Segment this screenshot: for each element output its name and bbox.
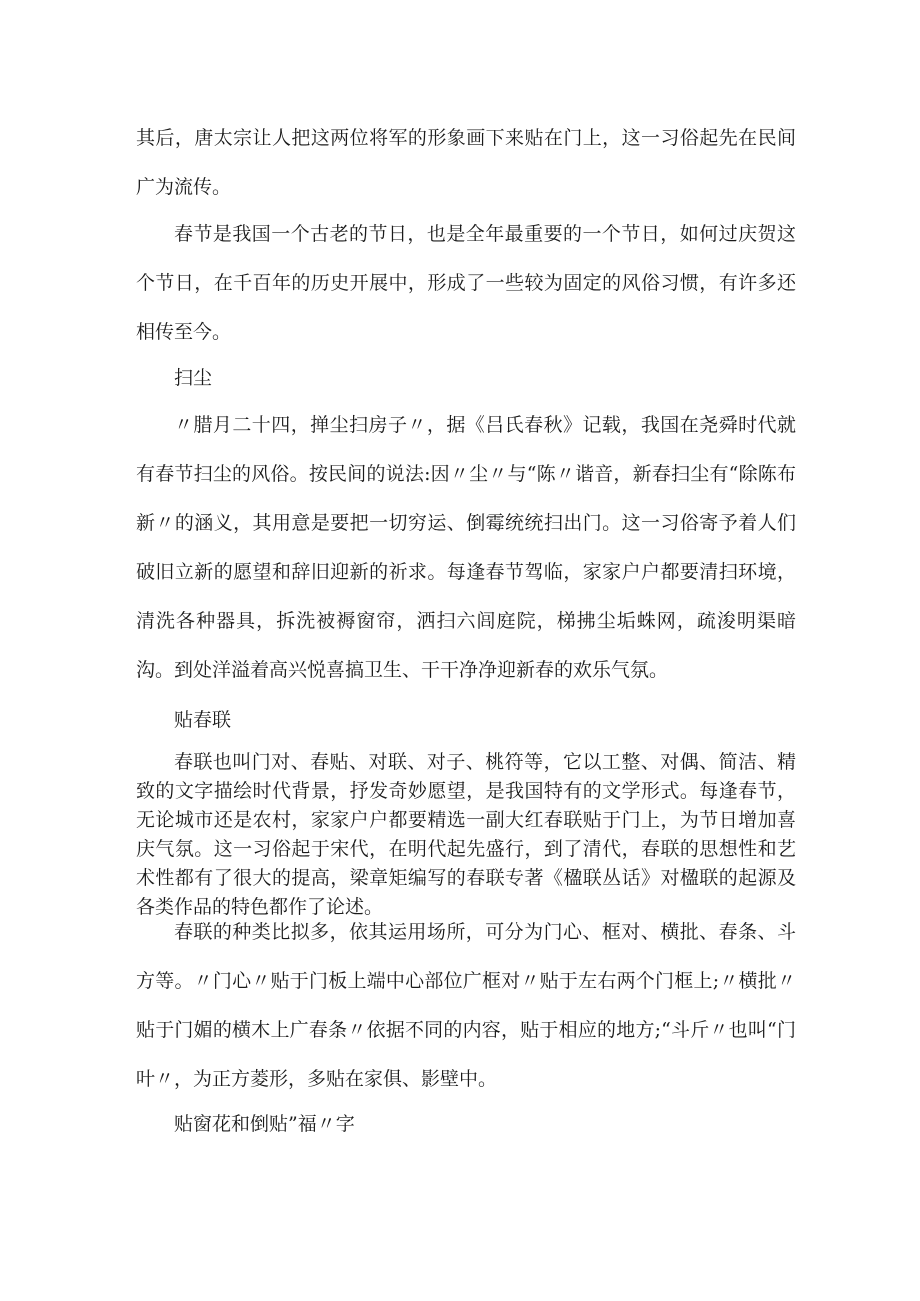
heading-spring-couplets: 贴春联 — [174, 709, 232, 731]
paragraph-spring-couplets: 春联也叫门对、春贴、对联、对子、桃符等，它以工整、对偶、简洁、精致的文字描绘时代背景，抒发奇妙愿望，是我国特有的文学形式。每逢春节，无论城市还是农村，家家户户都要精选一副大红春联贴于门上，为节日增加喜庆气氛。这一习俗起于宋代，在明代起先盛行，到了清代，春联的思想性和艺术性都有了很大的提高，梁章矩编写的春联专著《楹联丛话》对楹联的起源及各类作品的特色都作了论述。 — [136, 751, 796, 918]
paragraph-couplet-types: 春联的种类比拟多，依其运用场所，可分为门心、框对、横批、春条、斗方等。〃门心〃贴于门板上端中心部位广框对〃贴于左右两个门框上;〃横批〃贴于门媚的横木上广春条〃依据不同的内容，贴于相应的地方;“斗斤〃也叫“门叶〃，为正方菱形，多贴在家俱、影壁中。 — [136, 921, 796, 1090]
heading-window-flowers-fu: 贴窗花和倒贴”福〃字 — [174, 1113, 355, 1135]
heading-sweep-dust: 扫尘 — [174, 367, 213, 389]
paragraph-sweep-dust: 〃腊月二十四，掸尘扫房子〃，据《吕氏春秋》记载，我国在尧舜时代就有春节扫尘的风俗。按民间的说法:因〃尘〃与“陈〃谐音，新春扫尘有“除陈布新〃的涵义，其用意是要把一切穷运、倒霉统统扫出门。这一习俗寄予着人们破旧立新的愿望和辞旧迎新的祈求。每逢春节驾临，家家户户都要清扫环境，清洗各种器具，拆洗被褥窗帘，洒扫六闾庭院，梯拂尘垢蛛网，疏浚明渠暗沟。到处洋溢着高兴悦喜搞卫生、干干净净迎新春的欢乐气氛。 — [136, 414, 796, 681]
paragraph-door-gods: 其后，唐太宗让人把这两位将军的形象画下来贴在门上，这一习俗起先在民间广为流传。 — [136, 127, 796, 198]
paragraph-spring-festival-intro: 春节是我国一个古老的节日，也是全年最重要的一个节日，如何过庆贺这个节日，在千百年的历史开展中，形成了一些较为固定的风俗习惯，有许多还相传至今。 — [136, 223, 796, 343]
